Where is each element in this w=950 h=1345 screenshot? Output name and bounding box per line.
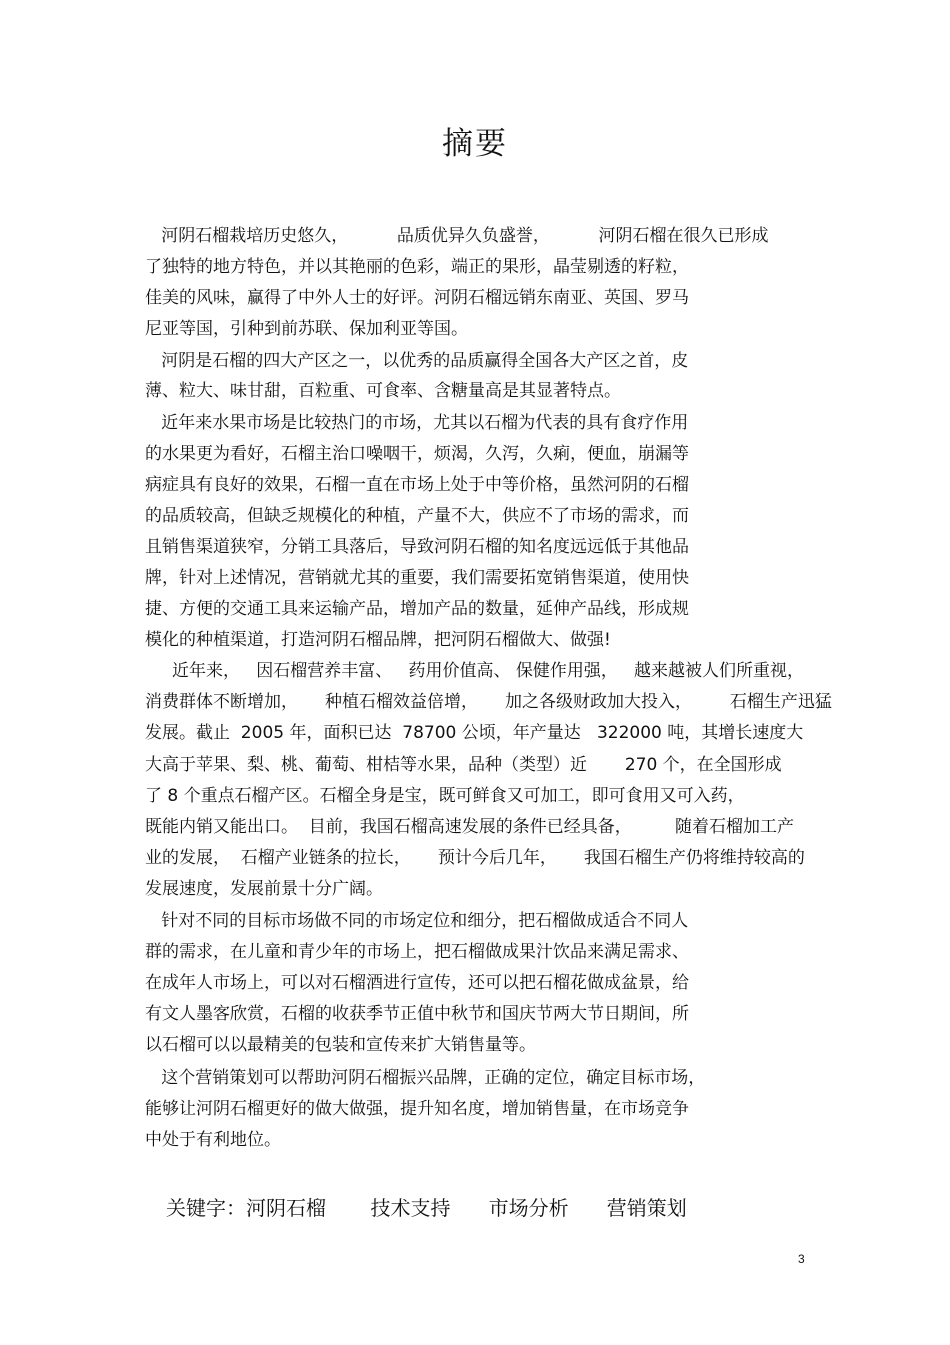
page-number: 3 xyxy=(798,1252,805,1266)
text-line: 薄、粒大、味甘甜，百粒重、可食率、含糖量高是其显著特点。 xyxy=(145,381,621,401)
text-line: 发展。截止 2005 年，面积已达 78700 公顷，年产量达 322000 吨，其增长速度大 xyxy=(145,723,804,743)
text-line: 河阴石榴栽培历史悠久， 品质优异久负盛誉， 河阴石榴在很久已形成 xyxy=(145,226,769,246)
text-line: 且销售渠道狭窄，分销工具落后，导致河阴石榴的知名度远远低于其他品 xyxy=(145,537,689,557)
text-line: 群的需求，在儿童和青少年的市场上，把石榴做成果汁饮品来满足需求、 xyxy=(145,942,689,962)
text-line: 的水果更为看好，石榴主治口噪咽干，烦渴，久泻，久痢，便血，崩漏等 xyxy=(145,444,689,464)
text-line: 针对不同的目标市场做不同的市场定位和细分，把石榴做成适合不同人 xyxy=(145,911,689,931)
text-line: 在成年人市场上，可以对石榴酒进行宣传，还可以把石榴花做成盆景，给 xyxy=(145,973,689,993)
text-line: 了 8 个重点石榴产区。石榴全身是宝，既可鲜食又可加工，即可食用又可入药， xyxy=(145,786,745,806)
text-line: 有文人墨客欣赏，石榴的收获季节正值中秋节和国庆节两大节日期间，所 xyxy=(145,1004,689,1024)
text-line: 大高于苹果、梨、桃、葡萄、柑桔等水果，品种（类型）近 270 个，在全国形成 xyxy=(145,755,782,775)
text-line: 了独特的地方特色，并以其艳丽的色彩，端正的果形，晶莹剔透的籽粒， xyxy=(145,257,689,277)
text-line: 中处于有利地位。 xyxy=(145,1130,281,1150)
text-line: 这个营销策划可以帮助河阴石榴振兴品牌，正确的定位，确定目标市场， xyxy=(145,1068,706,1088)
text-line: 捷、方便的交通工具来运输产品，增加产品的数量，延伸产品线，形成规 xyxy=(145,599,689,619)
text-line: 佳美的风味，赢得了中外人士的好评。河阴石榴远销东南亚、英国、罗马 xyxy=(145,288,689,308)
text-line: 尼亚等国，引种到前苏联、保加利亚等国。 xyxy=(145,319,468,339)
keywords-line: 关键字：河阴石榴 技术支持 市场分析 营销策划 xyxy=(166,1196,687,1220)
text-line: 近年来水果市场是比较热门的市场，尤其以石榴为代表的具有食疗作用 xyxy=(145,413,689,433)
text-line: 模化的种植渠道，打造河阴石榴品牌，把河阴石榴做大、做强! xyxy=(145,630,611,650)
text-line: 既能内销又能出口。 目前，我国石榴高速发展的条件已经具备， 随着石榴加工产 xyxy=(145,817,795,837)
text-line: 能够让河阴石榴更好的做大做强，提升知名度，增加销售量，在市场竞争 xyxy=(145,1099,689,1119)
text-line: 发展速度，发展前景十分广阔。 xyxy=(145,879,383,899)
text-line: 牌，针对上述情况，营销就尤其的重要，我们需要拓宽销售渠道，使用快 xyxy=(145,568,689,588)
text-line: 消费群体不断增加， 种植石榴效益倍增， 加之各级财政加大投入， 石榴生产迅猛 xyxy=(145,692,832,712)
text-line: 以石榴可以以最精美的包装和宣传来扩大销售量等。 xyxy=(145,1035,536,1055)
page-title: 摘要 xyxy=(442,126,508,162)
text-line: 近年来， 因石榴营养丰富、 药用价值高、 保健作用强， 越来越被人们所重视， xyxy=(145,661,805,681)
text-line: 业的发展， 石榴产业链条的拉长， 预计今后几年， 我国石榴生产仍将维持较高的 xyxy=(145,848,805,868)
text-line: 的品质较高，但缺乏规模化的种植，产量不大，供应不了市场的需求，而 xyxy=(145,506,689,526)
text-line: 河阴是石榴的四大产区之一，以优秀的品质赢得全国各大产区之首，皮 xyxy=(145,351,689,371)
text-line: 病症具有良好的效果，石榴一直在市场上处于中等价格，虽然河阴的石榴 xyxy=(145,475,689,495)
